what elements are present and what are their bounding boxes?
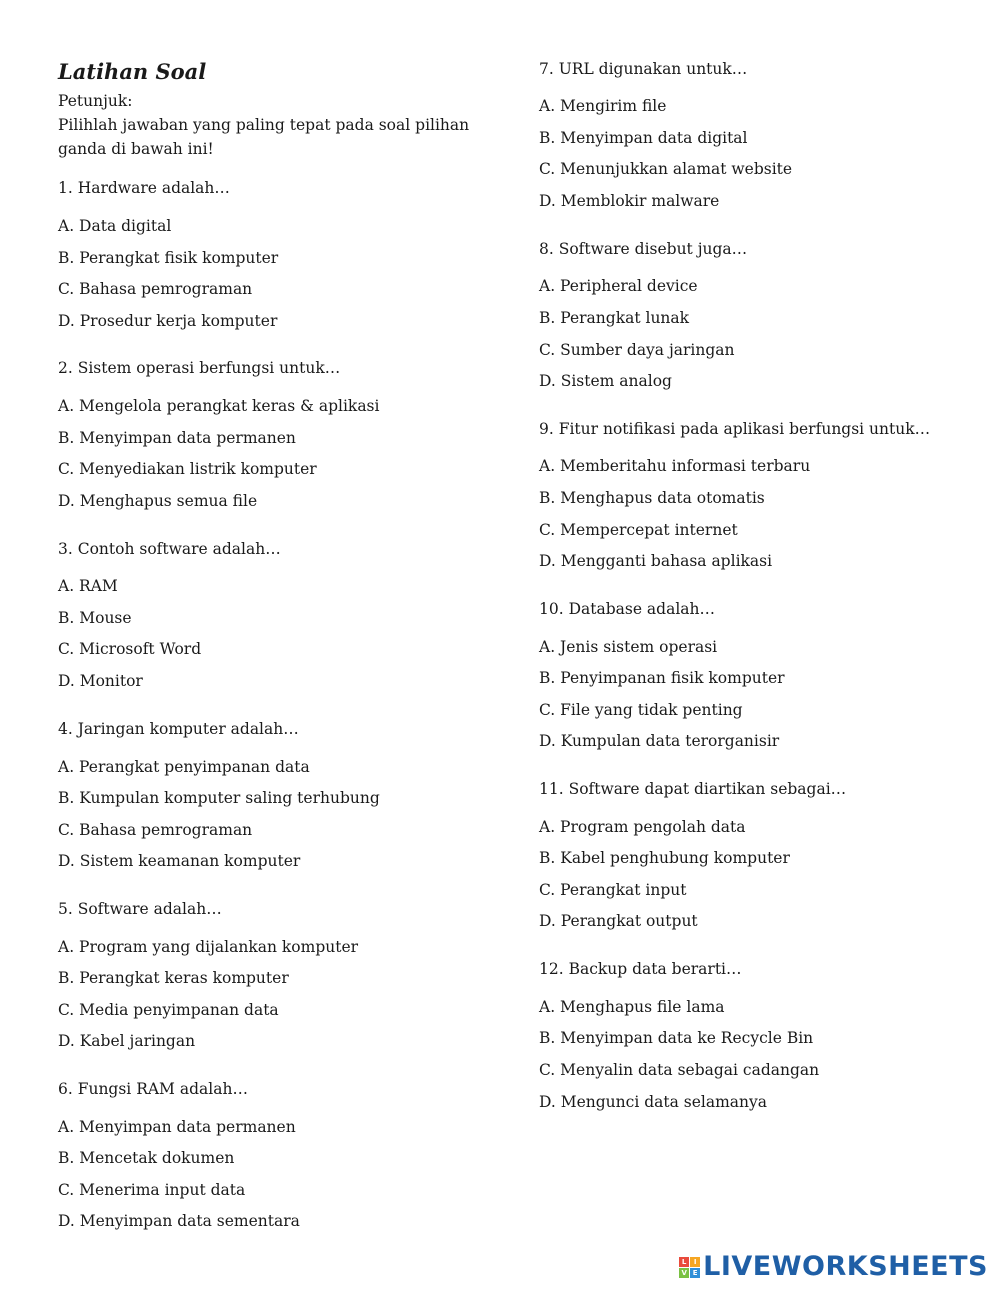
option-c[interactable]: C. Menyalin data sebagai cadangan (539, 1061, 820, 1079)
option-b[interactable]: B. Kumpulan komputer saling terhubung (58, 789, 380, 807)
option-b[interactable]: B. Perangkat lunak (539, 309, 690, 327)
question-text: 3. Contoh software adalah… (58, 540, 281, 558)
option-c[interactable]: C. Sumber daya jaringan (539, 341, 735, 359)
option-d[interactable]: D. Monitor (58, 672, 143, 690)
question-text: 1. Hardware adalah… (58, 179, 230, 197)
option-c[interactable]: C. Media penyimpanan data (58, 1001, 279, 1019)
option-d[interactable]: D. Memblokir malware (539, 192, 720, 210)
option-b[interactable]: B. Perangkat fisik komputer (58, 249, 279, 267)
question-text: 5. Software adalah… (58, 900, 222, 918)
option-a[interactable]: A. Menyimpan data permanen (58, 1118, 296, 1136)
option-c[interactable]: C. Bahasa pemrograman (58, 821, 253, 839)
question-text: 8. Software disebut juga… (539, 240, 748, 258)
option-d[interactable]: D. Perangkat output (539, 912, 698, 930)
question-text: 10. Database adalah… (539, 600, 716, 618)
instructions-label: Petunjuk: (58, 92, 133, 110)
option-c[interactable]: C. Bahasa pemrograman (58, 280, 253, 298)
option-a[interactable]: A. Mengirim file (539, 97, 667, 115)
page-title: Latihan Soal (58, 59, 207, 84)
logo-tile: L (679, 1257, 689, 1267)
option-d[interactable]: D. Mengganti bahasa aplikasi (539, 552, 773, 570)
option-b[interactable]: B. Menyimpan data ke Recycle Bin (539, 1029, 814, 1047)
option-a[interactable]: A. Mengelola perangkat keras & aplikasi (58, 397, 380, 415)
option-d[interactable]: D. Prosedur kerja komputer (58, 312, 278, 330)
option-b[interactable]: B. Menyimpan data permanen (58, 429, 296, 447)
option-a[interactable]: A. RAM (58, 577, 118, 595)
question-text: 4. Jaringan komputer adalah… (58, 720, 299, 738)
option-b[interactable]: B. Kabel penghubung komputer (539, 849, 790, 867)
option-d[interactable]: D. Sistem keamanan komputer (58, 852, 301, 870)
option-d[interactable]: D. Sistem analog (539, 372, 672, 390)
option-b[interactable]: B. Penyimpanan fisik komputer (539, 669, 785, 687)
option-d[interactable]: D. Kabel jaringan (58, 1032, 196, 1050)
logo-tile: I (690, 1257, 700, 1267)
option-c[interactable]: C. Menunjukkan alamat website (539, 160, 793, 178)
option-c[interactable]: C. Menerima input data (58, 1181, 246, 1199)
question-text: 7. URL digunakan untuk… (539, 60, 748, 78)
option-d[interactable]: D. Menghapus semua file (58, 492, 258, 510)
option-a[interactable]: A. Jenis sistem operasi (539, 638, 718, 656)
option-c[interactable]: C. Menyediakan listrik komputer (58, 460, 317, 478)
option-a[interactable]: A. Program yang dijalankan komputer (58, 938, 359, 956)
option-d[interactable]: D. Menyimpan data sementara (58, 1212, 300, 1230)
question-text: 9. Fitur notifikasi pada aplikasi berfungsi untuk… (539, 420, 931, 438)
instructions-line-1: Pilihlah jawaban yang paling tepat pada soal pilihan (58, 116, 470, 134)
option-a[interactable]: A. Data digital (58, 217, 172, 235)
instructions (58, 89, 478, 161)
logo-text: LIVEWORKSHEETS (703, 1251, 988, 1282)
option-a[interactable]: A. Menghapus file lama (539, 998, 725, 1016)
question-text: 2. Sistem operasi berfungsi untuk… (58, 359, 341, 377)
option-b[interactable]: B. Mencetak dokumen (58, 1149, 235, 1167)
option-c[interactable]: C. Perangkat input (539, 881, 687, 899)
option-d[interactable]: D. Mengunci data selamanya (539, 1093, 768, 1111)
instructions-line-2: ganda di bawah ini! (58, 140, 214, 158)
option-a[interactable]: A. Memberitahu informasi terbaru (539, 457, 811, 475)
logo-tile: E (690, 1268, 700, 1278)
option-a[interactable]: A. Peripheral device (539, 277, 698, 295)
option-b[interactable]: B. Menghapus data otomatis (539, 489, 765, 507)
option-c[interactable]: C. Microsoft Word (58, 640, 202, 658)
option-b[interactable]: B. Menyimpan data digital (539, 129, 748, 147)
question-text: 12. Backup data berarti… (539, 960, 742, 978)
option-a[interactable]: A. Program pengolah data (539, 818, 746, 836)
question-text: 6. Fungsi RAM adalah… (58, 1080, 248, 1098)
option-c[interactable]: C. File yang tidak penting (539, 701, 743, 719)
option-c[interactable]: C. Mempercepat internet (539, 521, 738, 539)
liveworksheets-logo (679, 1252, 988, 1282)
option-a[interactable]: A. Perangkat penyimpanan data (58, 758, 310, 776)
option-d[interactable]: D. Kumpulan data terorganisir (539, 732, 780, 750)
option-b[interactable]: B. Mouse (58, 609, 132, 627)
logo-tile: V (679, 1268, 689, 1278)
logo-mark-icon (679, 1257, 700, 1278)
option-b[interactable]: B. Perangkat keras komputer (58, 969, 289, 987)
question-text: 11. Software dapat diartikan sebagai… (539, 780, 847, 798)
